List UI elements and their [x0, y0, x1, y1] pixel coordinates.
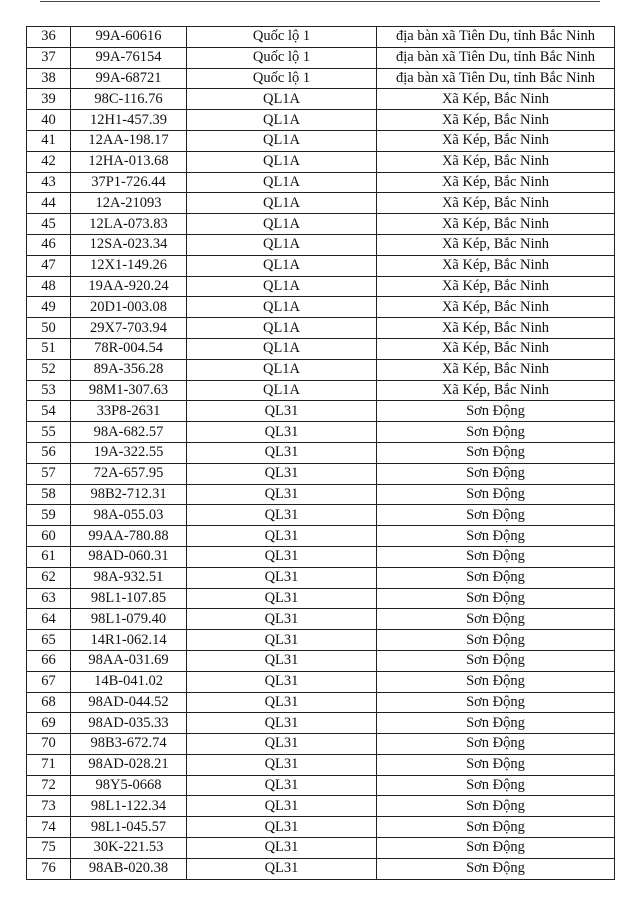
- plate-number-cell: 98A-932.51: [71, 567, 187, 588]
- plate-number-cell: 72A-657.95: [71, 463, 187, 484]
- plate-number-cell: 98L1-107.85: [71, 588, 187, 609]
- row-number-cell: 50: [27, 318, 71, 339]
- row-number-cell: 70: [27, 734, 71, 755]
- road-cell: QL31: [187, 692, 377, 713]
- table-row: [27, 546, 615, 567]
- location-cell: Xã Kép, Bắc Ninh: [377, 193, 615, 214]
- location-cell: Sơn Động: [377, 546, 615, 567]
- row-number-cell: 44: [27, 193, 71, 214]
- plate-number-cell: 98AA-031.69: [71, 650, 187, 671]
- road-cell: QL1A: [187, 172, 377, 193]
- road-cell: QL1A: [187, 380, 377, 401]
- table-row: [27, 110, 615, 131]
- table-row: [27, 276, 615, 297]
- road-cell: QL31: [187, 526, 377, 547]
- location-cell: Xã Kép, Bắc Ninh: [377, 255, 615, 276]
- table-row: [27, 151, 615, 172]
- table-row: [27, 505, 615, 526]
- plate-number-cell: 19AA-920.24: [71, 276, 187, 297]
- table-row: [27, 338, 615, 359]
- table-row: [27, 463, 615, 484]
- table-row: [27, 713, 615, 734]
- location-cell: Sơn Động: [377, 692, 615, 713]
- row-number-cell: 56: [27, 442, 71, 463]
- location-cell: Sơn Động: [377, 588, 615, 609]
- location-cell: Xã Kép, Bắc Ninh: [377, 338, 615, 359]
- row-number-cell: 61: [27, 546, 71, 567]
- plate-number-cell: 98AB-020.38: [71, 858, 187, 879]
- table-row: [27, 401, 615, 422]
- table-row: [27, 484, 615, 505]
- plate-number-cell: 98AD-060.31: [71, 546, 187, 567]
- row-number-cell: 69: [27, 713, 71, 734]
- plate-number-cell: 98B2-712.31: [71, 484, 187, 505]
- table-row: [27, 817, 615, 838]
- road-cell: QL31: [187, 463, 377, 484]
- plate-number-cell: 89A-356.28: [71, 359, 187, 380]
- road-cell: Quốc lộ 1: [187, 68, 377, 89]
- table-row: [27, 567, 615, 588]
- location-cell: Sơn Động: [377, 463, 615, 484]
- road-cell: QL31: [187, 650, 377, 671]
- plate-number-cell: 12X1-149.26: [71, 255, 187, 276]
- road-cell: QL31: [187, 838, 377, 859]
- table-row: [27, 422, 615, 443]
- road-cell: QL1A: [187, 276, 377, 297]
- row-number-cell: 72: [27, 775, 71, 796]
- row-number-cell: 58: [27, 484, 71, 505]
- plate-number-cell: 98L1-045.57: [71, 817, 187, 838]
- plate-number-cell: 12SA-023.34: [71, 234, 187, 255]
- row-number-cell: 64: [27, 609, 71, 630]
- row-number-cell: 41: [27, 130, 71, 151]
- row-number-cell: 62: [27, 567, 71, 588]
- row-number-cell: 60: [27, 526, 71, 547]
- row-number-cell: 71: [27, 754, 71, 775]
- plate-number-cell: 78R-004.54: [71, 338, 187, 359]
- location-cell: Sơn Động: [377, 630, 615, 651]
- row-number-cell: 55: [27, 422, 71, 443]
- table-row: [27, 526, 615, 547]
- row-number-cell: 53: [27, 380, 71, 401]
- plate-number-cell: 19A-322.55: [71, 442, 187, 463]
- road-cell: QL31: [187, 817, 377, 838]
- location-cell: Sơn Động: [377, 817, 615, 838]
- location-cell: Xã Kép, Bắc Ninh: [377, 151, 615, 172]
- plate-number-cell: 30K-221.53: [71, 838, 187, 859]
- road-cell: QL1A: [187, 359, 377, 380]
- plate-number-cell: 14R1-062.14: [71, 630, 187, 651]
- table-row: [27, 47, 615, 68]
- location-cell: Sơn Động: [377, 858, 615, 879]
- row-number-cell: 42: [27, 151, 71, 172]
- road-cell: QL31: [187, 442, 377, 463]
- location-cell: Sơn Động: [377, 484, 615, 505]
- location-cell: Xã Kép, Bắc Ninh: [377, 276, 615, 297]
- plate-number-cell: 99A-68721: [71, 68, 187, 89]
- road-cell: QL1A: [187, 318, 377, 339]
- location-cell: Xã Kép, Bắc Ninh: [377, 172, 615, 193]
- location-cell: Sơn Động: [377, 734, 615, 755]
- plate-number-cell: 98M1-307.63: [71, 380, 187, 401]
- row-number-cell: 68: [27, 692, 71, 713]
- plate-number-cell: 12LA-073.83: [71, 214, 187, 235]
- plate-number-cell: 33P8-2631: [71, 401, 187, 422]
- location-cell: Sơn Động: [377, 401, 615, 422]
- road-cell: Quốc lộ 1: [187, 47, 377, 68]
- table-row: [27, 442, 615, 463]
- location-cell: địa bàn xã Tiên Du, tỉnh Bắc Ninh: [377, 27, 615, 48]
- road-cell: QL1A: [187, 338, 377, 359]
- road-cell: QL1A: [187, 214, 377, 235]
- row-number-cell: 43: [27, 172, 71, 193]
- road-cell: QL31: [187, 671, 377, 692]
- row-number-cell: 47: [27, 255, 71, 276]
- road-cell: QL31: [187, 422, 377, 443]
- table-row: [27, 734, 615, 755]
- location-cell: Xã Kép, Bắc Ninh: [377, 89, 615, 110]
- location-cell: Xã Kép, Bắc Ninh: [377, 297, 615, 318]
- road-cell: QL31: [187, 484, 377, 505]
- plate-number-cell: 98B3-672.74: [71, 734, 187, 755]
- table-row: [27, 318, 615, 339]
- plate-number-cell: 98A-055.03: [71, 505, 187, 526]
- plate-number-cell: 98AD-044.52: [71, 692, 187, 713]
- road-cell: QL1A: [187, 151, 377, 172]
- row-number-cell: 63: [27, 588, 71, 609]
- road-cell: QL31: [187, 775, 377, 796]
- plate-number-cell: 14B-041.02: [71, 671, 187, 692]
- location-cell: Sơn Động: [377, 671, 615, 692]
- table-row: [27, 297, 615, 318]
- page-top-rule: [40, 1, 600, 2]
- plate-number-cell: 98AD-028.21: [71, 754, 187, 775]
- plate-number-cell: 20D1-003.08: [71, 297, 187, 318]
- plate-number-cell: 98C-116.76: [71, 89, 187, 110]
- table-row: [27, 858, 615, 879]
- road-cell: QL1A: [187, 110, 377, 131]
- row-number-cell: 65: [27, 630, 71, 651]
- table-row: [27, 671, 615, 692]
- location-cell: Sơn Động: [377, 567, 615, 588]
- row-number-cell: 67: [27, 671, 71, 692]
- road-cell: QL31: [187, 858, 377, 879]
- location-cell: Sơn Động: [377, 442, 615, 463]
- location-cell: địa bàn xã Tiên Du, tỉnh Bắc Ninh: [377, 68, 615, 89]
- row-number-cell: 52: [27, 359, 71, 380]
- table-row: [27, 692, 615, 713]
- plate-number-cell: 98L1-079.40: [71, 609, 187, 630]
- road-cell: QL1A: [187, 255, 377, 276]
- road-cell: QL31: [187, 754, 377, 775]
- plate-number-cell: 99A-76154: [71, 47, 187, 68]
- table-row: [27, 796, 615, 817]
- location-cell: Sơn Động: [377, 650, 615, 671]
- road-cell: QL1A: [187, 89, 377, 110]
- plate-number-cell: 37P1-726.44: [71, 172, 187, 193]
- road-cell: QL31: [187, 505, 377, 526]
- location-cell: Xã Kép, Bắc Ninh: [377, 130, 615, 151]
- row-number-cell: 51: [27, 338, 71, 359]
- location-cell: địa bàn xã Tiên Du, tỉnh Bắc Ninh: [377, 47, 615, 68]
- road-cell: QL31: [187, 401, 377, 422]
- table-row: [27, 609, 615, 630]
- location-cell: Sơn Động: [377, 422, 615, 443]
- row-number-cell: 54: [27, 401, 71, 422]
- row-number-cell: 73: [27, 796, 71, 817]
- row-number-cell: 57: [27, 463, 71, 484]
- location-cell: Sơn Động: [377, 526, 615, 547]
- location-cell: Sơn Động: [377, 505, 615, 526]
- table-row: [27, 630, 615, 651]
- table-row: [27, 255, 615, 276]
- plate-number-cell: 98L1-122.34: [71, 796, 187, 817]
- plate-number-cell: 12AA-198.17: [71, 130, 187, 151]
- table-row: [27, 650, 615, 671]
- plate-number-cell: 98Y5-0668: [71, 775, 187, 796]
- table-row: [27, 754, 615, 775]
- row-number-cell: 49: [27, 297, 71, 318]
- row-number-cell: 39: [27, 89, 71, 110]
- road-cell: QL31: [187, 588, 377, 609]
- row-number-cell: 45: [27, 214, 71, 235]
- table-row: [27, 193, 615, 214]
- table-row: [27, 89, 615, 110]
- table-row: [27, 234, 615, 255]
- road-cell: Quốc lộ 1: [187, 27, 377, 48]
- row-number-cell: 48: [27, 276, 71, 297]
- road-cell: QL31: [187, 609, 377, 630]
- table-row: [27, 838, 615, 859]
- row-number-cell: 38: [27, 68, 71, 89]
- location-cell: Xã Kép, Bắc Ninh: [377, 214, 615, 235]
- table-body: [27, 27, 615, 880]
- location-cell: Xã Kép, Bắc Ninh: [377, 318, 615, 339]
- table-row: [27, 775, 615, 796]
- plate-number-cell: 99AA-780.88: [71, 526, 187, 547]
- plate-number-cell: 12HA-013.68: [71, 151, 187, 172]
- table-row: [27, 130, 615, 151]
- road-cell: QL1A: [187, 193, 377, 214]
- location-cell: Sơn Động: [377, 609, 615, 630]
- plate-number-cell: 12A-21093: [71, 193, 187, 214]
- location-cell: Sơn Động: [377, 775, 615, 796]
- plate-number-cell: 29X7-703.94: [71, 318, 187, 339]
- row-number-cell: 46: [27, 234, 71, 255]
- road-cell: QL31: [187, 567, 377, 588]
- road-cell: QL31: [187, 796, 377, 817]
- road-cell: QL1A: [187, 234, 377, 255]
- plate-number-cell: 99A-60616: [71, 27, 187, 48]
- table-row: [27, 359, 615, 380]
- location-cell: Xã Kép, Bắc Ninh: [377, 359, 615, 380]
- road-cell: QL1A: [187, 297, 377, 318]
- location-cell: Xã Kép, Bắc Ninh: [377, 380, 615, 401]
- row-number-cell: 66: [27, 650, 71, 671]
- table-row: [27, 27, 615, 48]
- table-row: [27, 172, 615, 193]
- row-number-cell: 76: [27, 858, 71, 879]
- road-cell: QL1A: [187, 130, 377, 151]
- row-number-cell: 40: [27, 110, 71, 131]
- table-row: [27, 68, 615, 89]
- location-cell: Sơn Động: [377, 713, 615, 734]
- road-cell: QL31: [187, 713, 377, 734]
- road-cell: QL31: [187, 734, 377, 755]
- location-cell: Sơn Động: [377, 754, 615, 775]
- plate-number-cell: 12H1-457.39: [71, 110, 187, 131]
- vehicle-plate-table: [26, 26, 615, 880]
- table-row: [27, 588, 615, 609]
- table-row: [27, 380, 615, 401]
- row-number-cell: 74: [27, 817, 71, 838]
- plate-number-cell: 98AD-035.33: [71, 713, 187, 734]
- table-row: [27, 214, 615, 235]
- location-cell: Xã Kép, Bắc Ninh: [377, 234, 615, 255]
- location-cell: Sơn Động: [377, 796, 615, 817]
- plate-number-cell: 98A-682.57: [71, 422, 187, 443]
- location-cell: Xã Kép, Bắc Ninh: [377, 110, 615, 131]
- row-number-cell: 75: [27, 838, 71, 859]
- row-number-cell: 59: [27, 505, 71, 526]
- road-cell: QL31: [187, 546, 377, 567]
- row-number-cell: 36: [27, 27, 71, 48]
- road-cell: QL31: [187, 630, 377, 651]
- location-cell: Sơn Động: [377, 838, 615, 859]
- row-number-cell: 37: [27, 47, 71, 68]
